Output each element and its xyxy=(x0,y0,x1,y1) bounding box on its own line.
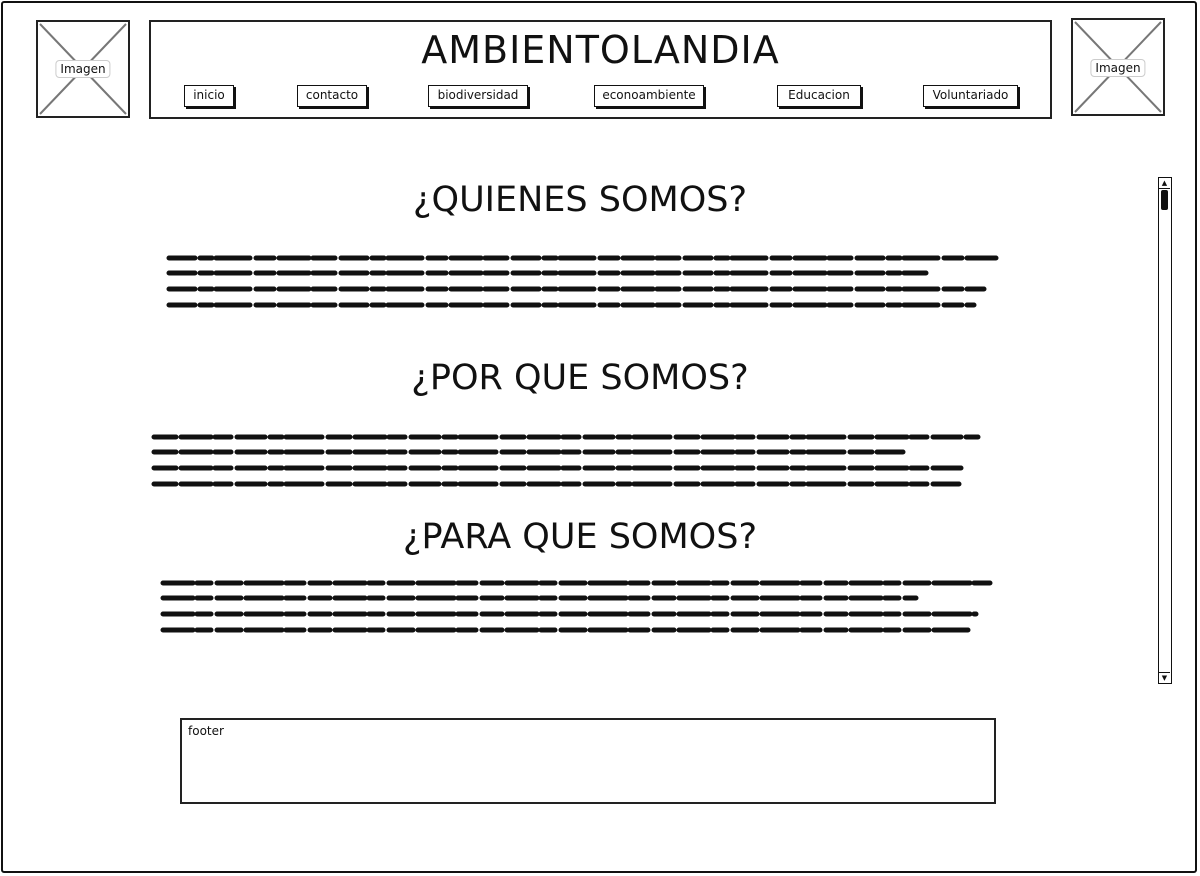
vertical-scrollbar[interactable] xyxy=(1158,177,1172,684)
chevron-down-icon[interactable]: ▼ xyxy=(1159,672,1170,683)
placeholder-text-block xyxy=(166,250,1002,314)
footer xyxy=(180,718,996,804)
placeholder-text-block xyxy=(151,430,987,494)
nav-contacto-button[interactable]: contacto xyxy=(297,85,367,107)
nav-econoambiente-button[interactable]: econoambiente xyxy=(594,85,704,107)
image-label: Imagen xyxy=(1090,59,1145,77)
section-title-para-que: ¿PARA QUE SOMOS? xyxy=(402,517,758,557)
section-title-quienes: ¿QUIENES SOMOS? xyxy=(412,180,748,220)
scroll-thumb[interactable] xyxy=(1161,190,1168,210)
nav-voluntariado-button[interactable]: Voluntariado xyxy=(923,85,1018,107)
image-label: Imagen xyxy=(55,60,110,78)
section-title-por-que: ¿POR QUE SOMOS? xyxy=(411,358,749,398)
site-header xyxy=(149,20,1052,119)
nav-biodiversidad-button[interactable]: biodiversidad xyxy=(428,85,528,107)
nav-educacion-button[interactable]: Educacion xyxy=(777,85,861,107)
nav-inicio-button[interactable]: inicio xyxy=(184,85,234,107)
chevron-up-icon[interactable]: ▲ xyxy=(1159,178,1170,189)
placeholder-text-block xyxy=(160,575,996,639)
logo-image-right xyxy=(1071,18,1165,116)
logo-image-left xyxy=(36,20,130,118)
site-title: AMBIENTOLANDIA xyxy=(421,28,780,72)
footer-label: footer xyxy=(188,724,224,738)
